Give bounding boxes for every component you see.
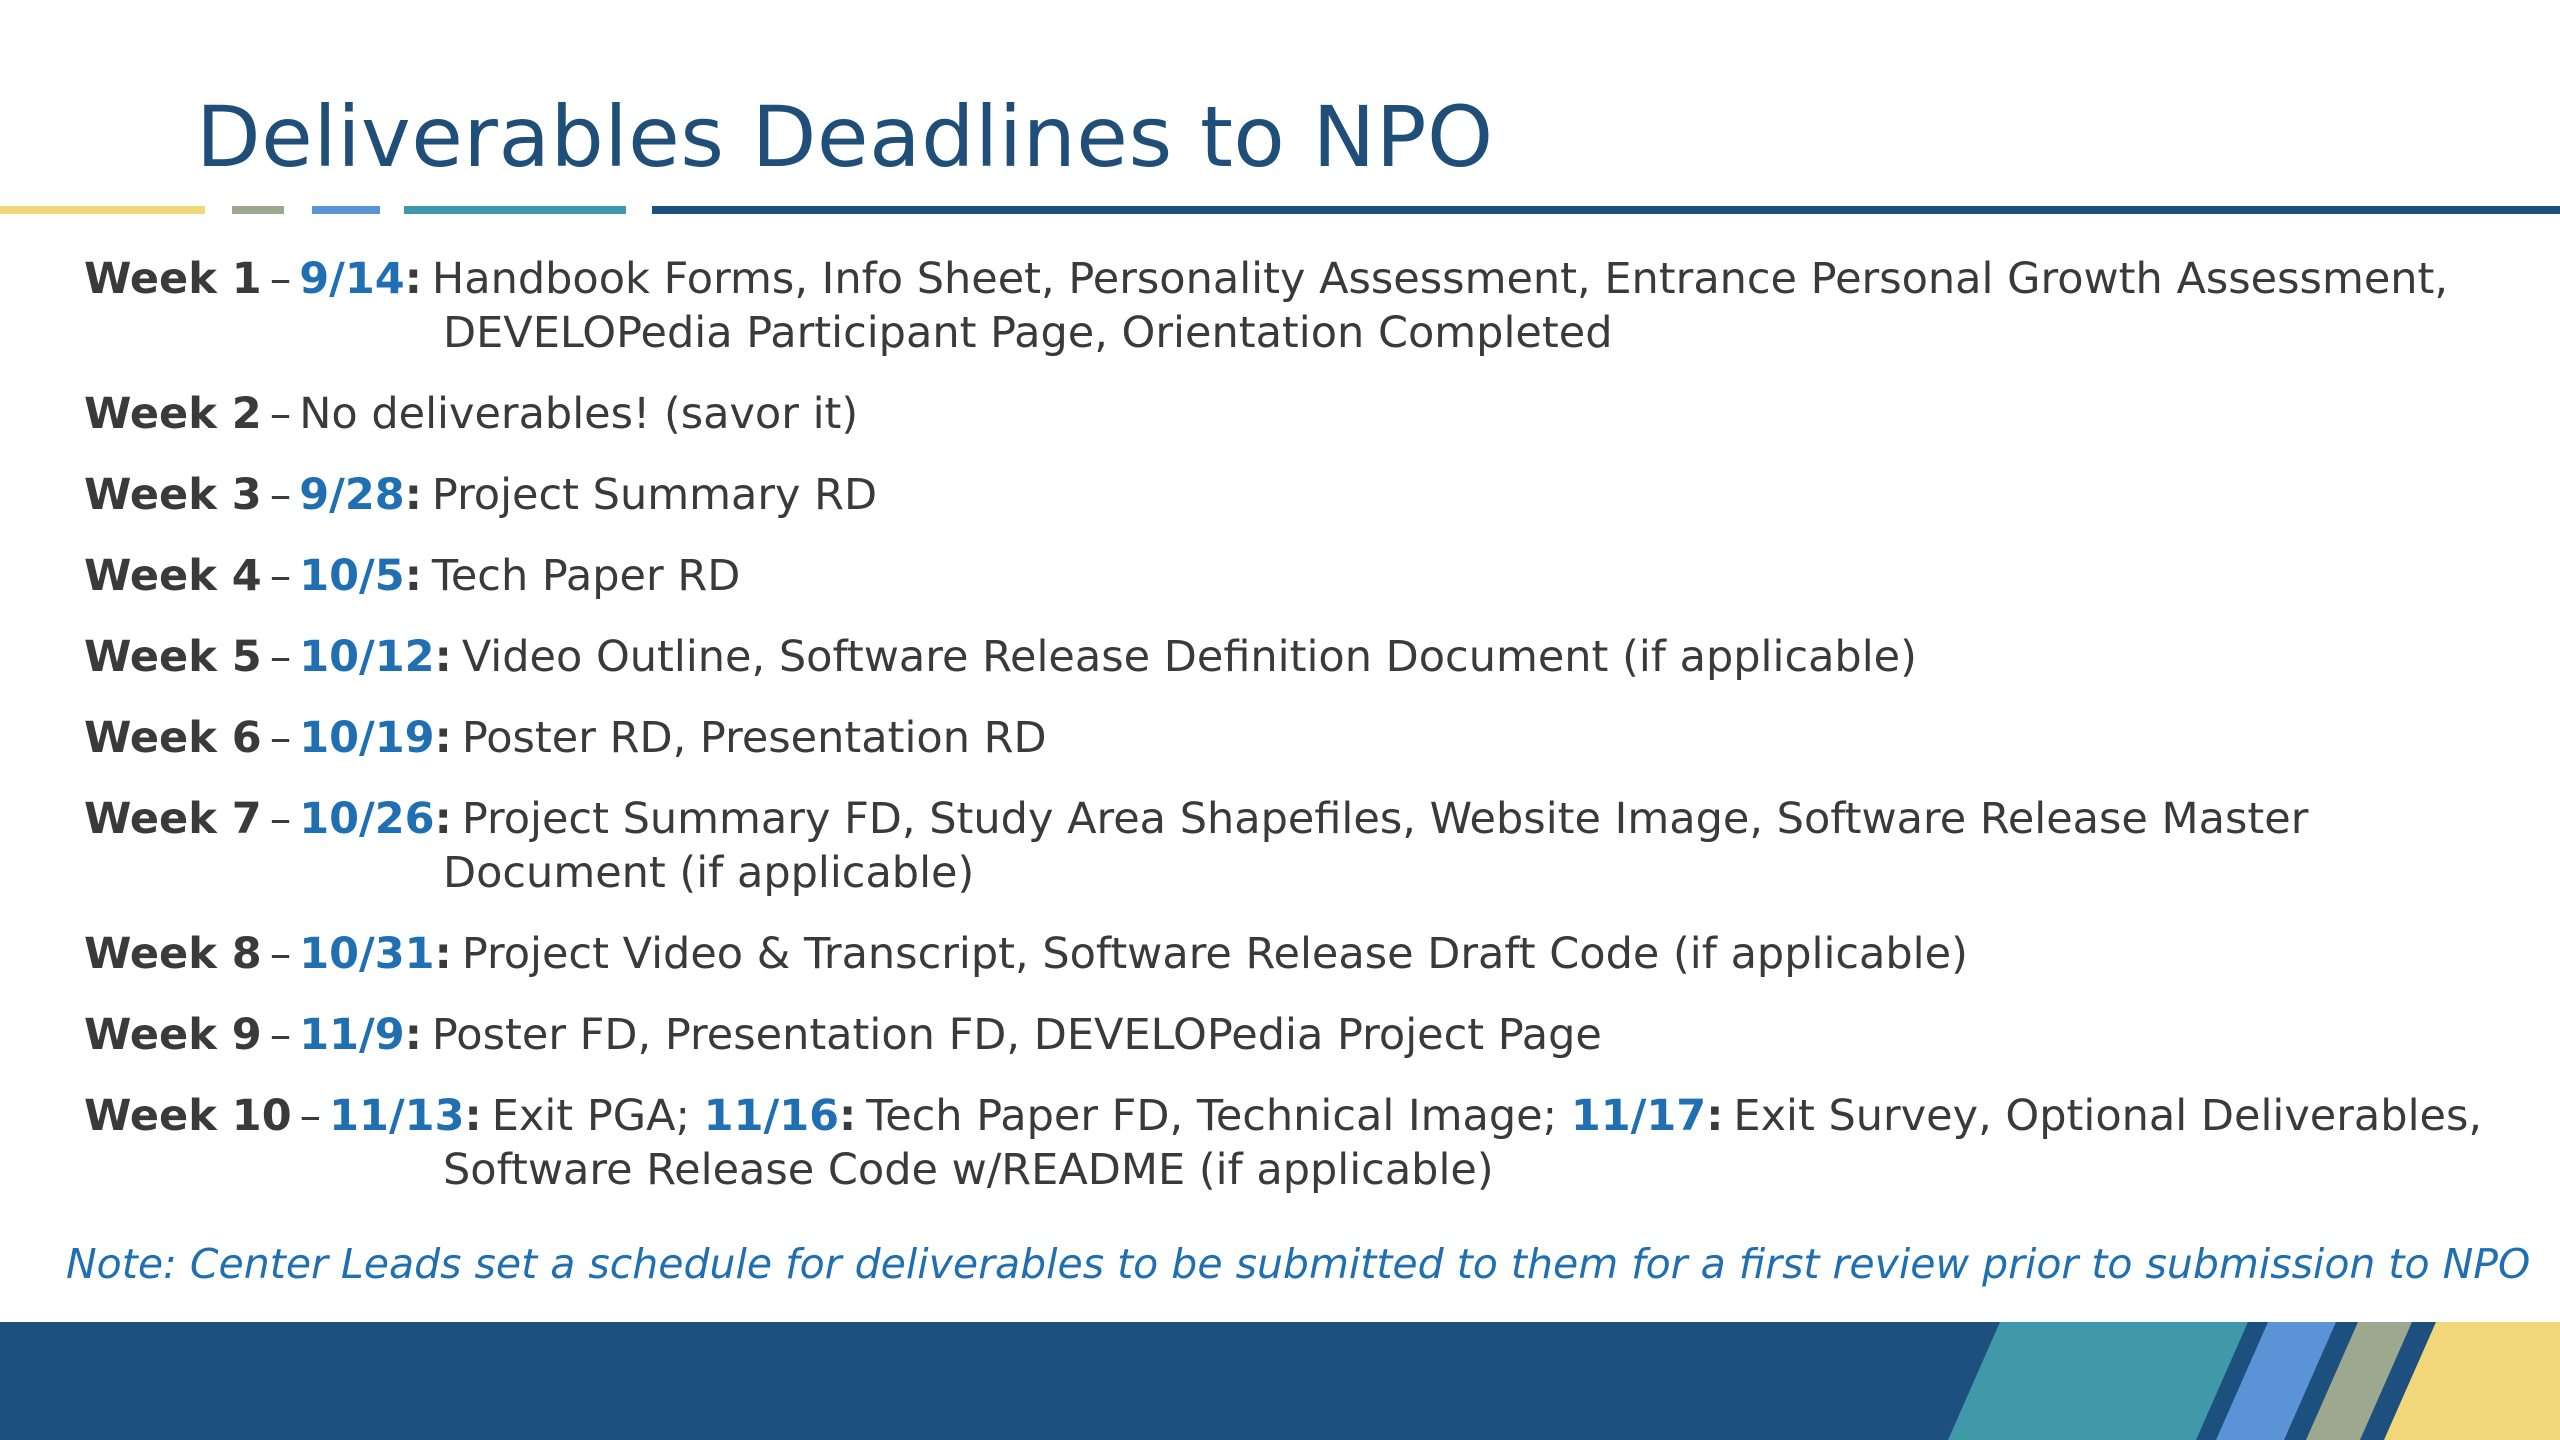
week-7-item [84,792,2504,900]
dash: – [269,551,292,601]
week-date: 11/17 [1570,1091,1707,1141]
deliverables-text: Poster RD, Presentation RD [461,713,1047,763]
deliverables-continuation: Software Release Code w/README (if applicable) [443,1145,1494,1195]
colon: : [434,632,452,682]
week-6-item [84,711,2504,765]
deliverables-text: Project Video & Transcript, Software Release Draft Code (if applicable) [461,929,1968,979]
week-date: 9/14 [299,254,405,304]
week-5-item [84,630,2504,684]
deliverables-text: No deliverables! (savor it) [299,389,859,439]
week-label: Week 2 [84,389,262,439]
dash: – [269,470,292,520]
note-text: Note: Center Leads set a schedule for deliverables to be submitted to them for a first review prior to submission to NPO [66,1240,2531,1288]
title-rule-blue [312,206,380,214]
week-label: Week 3 [84,470,262,520]
week-label: Week 7 [84,794,262,844]
title-rule-teal [404,206,626,214]
title-rule-yellow [0,206,205,214]
colon: : [404,254,422,304]
colon: : [464,1091,482,1141]
deliverables-text: Exit Survey, Optional Deliverables, [1733,1091,2483,1141]
week-label: Week 8 [84,929,262,979]
title-rule-sage [232,206,284,214]
week-label: Week 4 [84,551,262,601]
week-date: 10/26 [299,794,435,844]
colon: : [434,929,452,979]
deliverables-text: Project Summary FD, Study Area Shapefiles, Website Image, Software Release Master [461,794,2309,844]
deliverables-text: Tech Paper FD, Technical Image; [866,1091,1558,1141]
week-date: 10/31 [299,929,435,979]
deliverables-text: Exit PGA; [491,1091,690,1141]
deliverables-continuation: DEVELOPedia Participant Page, Orientation Completed [443,308,1613,358]
week-8-item [84,927,2504,981]
week-date: 10/5 [299,551,405,601]
colon: : [404,1010,422,1060]
week-label: Week 5 [84,632,262,682]
dash: – [299,1091,322,1141]
deliverables-text: Handbook Forms, Info Sheet, Personality Assessment, Entrance Personal Growth Assessment, [431,254,2449,304]
week-date: 10/12 [299,632,435,682]
dash: – [269,1010,292,1060]
dash: – [269,713,292,763]
colon: : [434,794,452,844]
week-label: Week 10 [84,1091,292,1141]
dash: – [269,254,292,304]
colon: : [404,470,422,520]
footer-teal-stripe [1948,1322,2248,1440]
deliverables-list [84,252,2504,1224]
dash: – [269,632,292,682]
week-date: 11/9 [299,1010,405,1060]
week-label: Week 6 [84,713,262,763]
slide-title: Deliverables Deadlines to NPO [196,88,1494,186]
deliverables-text: Project Summary RD [431,470,878,520]
colon: : [404,551,422,601]
deliverables-continuation: Document (if applicable) [443,848,975,898]
week-3-item [84,468,2504,522]
title-rule-navy [652,206,2560,214]
week-date: 9/28 [299,470,405,520]
colon: : [1706,1091,1724,1141]
deliverables-text: Poster FD, Presentation FD, DEVELOPedia Project Page [431,1010,1602,1060]
week-2-item [84,387,2504,441]
week-date: 11/13 [329,1091,465,1141]
week-1-item [84,252,2504,360]
deliverables-text: Video Outline, Software Release Definition Document (if applicable) [461,632,1917,682]
week-label: Week 9 [84,1010,262,1060]
deliverables-text: Tech Paper RD [431,551,741,601]
colon: : [839,1091,857,1141]
week-4-item [84,549,2504,603]
week-date: 11/16 [703,1091,840,1141]
week-date: 10/19 [299,713,435,763]
footer-banner [0,1322,2560,1440]
week-10-item [84,1089,2504,1197]
dash: – [269,389,292,439]
dash: – [269,794,292,844]
colon: : [434,713,452,763]
dash: – [269,929,292,979]
week-label: Week 1 [84,254,262,304]
week-9-item [84,1008,2504,1062]
